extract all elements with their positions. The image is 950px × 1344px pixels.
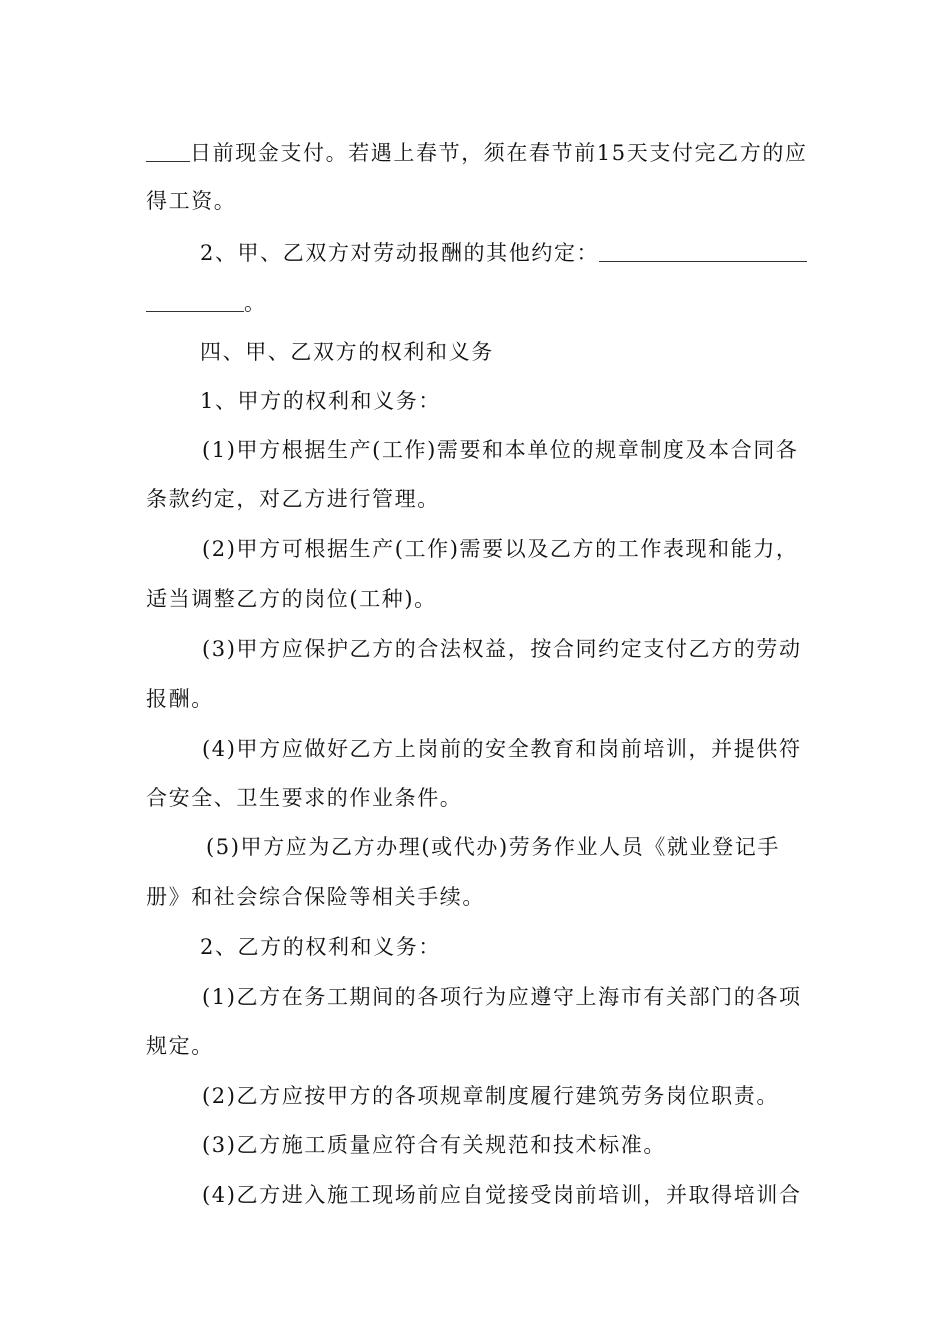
p1-line2: 得工资。 <box>146 189 237 213</box>
fill-in-blank[interactable] <box>599 239 807 262</box>
party-b-title: 2、乙方的权利和义务： <box>200 935 441 959</box>
party-a-title: 1、甲方的权利和义务： <box>200 389 441 413</box>
a1-line2: 条款约定，对乙方进行管理。 <box>146 487 440 511</box>
a3-line1: (3)甲方应保护乙方的合法权益，按合同约定支付乙方的劳动 <box>202 637 802 661</box>
p2-line2: 。 <box>146 287 806 318</box>
a5-line2: 册》和社会综合保险等相关手续。 <box>146 885 485 909</box>
b1-line2: 规定。 <box>146 1034 214 1058</box>
fill-in-blank[interactable] <box>146 289 244 312</box>
b2-line: (2)乙方应按甲方的各项规章制度履行建筑劳务岗位职责。 <box>202 1084 779 1108</box>
a4-line2: 合安全、卫生要求的作业条件。 <box>146 786 463 810</box>
p1-line1: 日前现金支付。若遇上春节，须在春节前15天支付完乙方的应 <box>146 137 806 168</box>
a2-line2: 适当调整乙方的岗位(工种)。 <box>146 587 437 611</box>
b3-line: (3)乙方施工质量应符合有关规范和技术标准。 <box>202 1133 666 1157</box>
a3-line2: 报酬。 <box>146 687 214 711</box>
a2-line1: (2)甲方可根据生产(工作)需要以及乙方的工作表现和能力， <box>202 537 799 561</box>
p2-line1: 2、甲、乙双方对劳动报酬的其他约定： <box>200 237 860 268</box>
b4-line: (4)乙方进入施工现场前应自觉接受岗前培训，并取得培训合 <box>202 1183 802 1207</box>
section-4-title: 四、甲、乙双方的权利和义务 <box>200 340 494 364</box>
fill-in-blank[interactable] <box>146 139 190 162</box>
b1-line1: (1)乙方在务工期间的各项行为应遵守上海市有关部门的各项 <box>202 985 802 1009</box>
a4-line1: (4)甲方应做好乙方上岗前的安全教育和岗前培训，并提供符 <box>202 737 802 761</box>
a1-line1: (1)甲方根据生产(工作)需要和本单位的规章制度及本合同各 <box>202 438 799 462</box>
a5-line1: (5)甲方应为乙方办理(或代办)劳务作业人员《就业登记手 <box>206 835 780 859</box>
